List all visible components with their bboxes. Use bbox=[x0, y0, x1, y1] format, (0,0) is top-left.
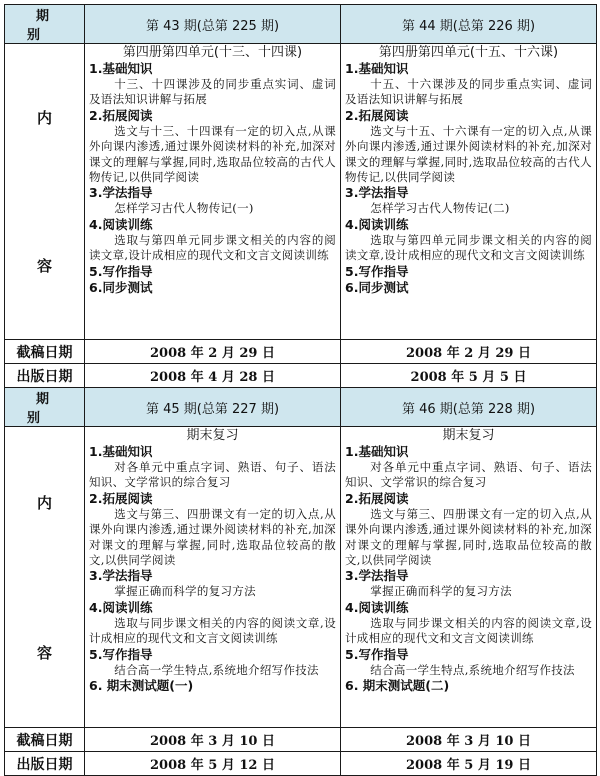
content-label-cell bbox=[5, 44, 85, 340]
publish-date: 2008 年 4 月 28 日 bbox=[85, 364, 341, 388]
section-heading: 5.写作指导 bbox=[89, 646, 153, 662]
deadline-date: 2008 年 2 月 29 日 bbox=[85, 340, 341, 364]
deadline-row bbox=[5, 728, 597, 752]
section-text: 选取与同步课文相关的内容的阅读文章,设计成相应的现代文和文言文阅读训练 bbox=[345, 615, 592, 646]
section-text: 怎样学习古代人物传记(二) bbox=[370, 201, 510, 216]
section-heading: 3.学法指导 bbox=[345, 568, 409, 584]
content-label-cell bbox=[5, 427, 85, 728]
content-title: 第四册第四单元(十三、十四课) bbox=[122, 45, 303, 60]
section-text: 对各单元中重点字词、熟语、句子、语法知识、文学常识的综合复习 bbox=[89, 460, 336, 490]
issue-header: 第 43 期(总第 225 期) bbox=[85, 5, 341, 44]
deadline-date: 2008 年 3 月 10 日 bbox=[85, 728, 341, 752]
deadline-date: 2008 年 3 月 10 日 bbox=[341, 728, 597, 752]
section-heading: 3.学法指导 bbox=[345, 185, 409, 201]
period-label-cell bbox=[5, 5, 85, 44]
issue-schedule-table bbox=[4, 4, 597, 776]
section-heading: 4.阅读训练 bbox=[89, 599, 153, 615]
section-text: 十五、十六课涉及的同步重点实词、虚词及语法知识讲解与拓展 bbox=[345, 77, 592, 107]
section-heading: 4.阅读训练 bbox=[89, 216, 153, 232]
issue-header: 第 46 期(总第 228 期) bbox=[341, 388, 597, 427]
content-title: 第四册第四单元(十五、十六课) bbox=[378, 45, 559, 60]
deadline-label: 截稿日期 bbox=[5, 340, 85, 364]
content-label-bottom: 容 bbox=[36, 256, 52, 275]
section-text: 十三、十四课涉及的同步重点实词、虚词及语法知识讲解与拓展 bbox=[89, 77, 336, 107]
section-heading: 3.学法指导 bbox=[89, 568, 153, 584]
publish-row bbox=[5, 364, 597, 388]
section-heading: 1.基础知识 bbox=[89, 444, 153, 459]
section-text: 对各单元中重点字词、熟语、句子、语法知识、文学常识的综合复习 bbox=[345, 460, 592, 490]
section-text: 选取与第四单元同步课文相关的内容的阅读文章,设计成相应的现代文和文言文阅读训练 bbox=[345, 232, 592, 263]
section-heading: 1.基础知识 bbox=[345, 61, 409, 76]
content-title: 期末复习 bbox=[186, 428, 239, 443]
section-text: 选文与第三、四册课文有一定的切入点,从课外向课内渗透,通过课外阅读材料的补充,加深对课文的理解与掌握,同时,选取品位较高的散文,以供同学阅读 bbox=[89, 506, 336, 568]
section-text: 选文与第三、四册课文有一定的切入点,从课外向课内渗透,通过课外阅读材料的补充,加深对课文的理解与掌握,同时,选取品位较高的散文,以供同学阅读 bbox=[345, 506, 592, 568]
section-text: 选取与第四单元同步课文相关的内容的阅读文章,设计成相应的现代文和文言文阅读训练 bbox=[89, 232, 336, 263]
section-heading: 4.阅读训练 bbox=[345, 599, 409, 615]
section-heading: 1.基础知识 bbox=[345, 444, 409, 459]
section-heading: 6.同步测试 bbox=[89, 279, 153, 295]
deadline-row bbox=[5, 340, 597, 364]
content-label-top: 内 bbox=[36, 109, 52, 128]
deadline-date: 2008 年 2 月 29 日 bbox=[341, 340, 597, 364]
section-text: 选文与十三、十四课有一定的切入点,从课外向课内渗透,通过课外阅读材料的补充,加深对课文的理解与掌握,同时,选取品位较高的古代人物传记,以供同学阅读 bbox=[89, 123, 336, 185]
period-row bbox=[5, 5, 597, 44]
publish-date: 2008 年 5 月 12 日 bbox=[85, 752, 341, 776]
section-text: 怎样学习古代人物传记(一) bbox=[114, 201, 254, 216]
publish-date: 2008 年 5 月 5 日 bbox=[341, 364, 597, 388]
section-heading: 5.写作指导 bbox=[345, 646, 409, 662]
content-label-bottom: 容 bbox=[36, 643, 52, 662]
section-heading: 2.拓展阅读 bbox=[89, 107, 153, 123]
section-text: 结合高一学生特点,系统地介绍写作技法 bbox=[370, 662, 575, 677]
period-label: 期 别 bbox=[26, 9, 71, 43]
publish-label: 出版日期 bbox=[5, 752, 85, 776]
publish-row bbox=[5, 752, 597, 776]
issue-content bbox=[341, 427, 597, 728]
deadline-label: 截稿日期 bbox=[5, 728, 85, 752]
section-text: 选取与同步课文相关的内容的阅读文章,设计成相应的现代文和文言文阅读训练 bbox=[89, 615, 336, 646]
section-heading: 6. 期末测试题(二) bbox=[345, 678, 450, 694]
section-heading: 3.学法指导 bbox=[89, 185, 153, 201]
section-heading: 2.拓展阅读 bbox=[345, 107, 409, 123]
issue-content bbox=[85, 44, 341, 340]
section-text: 掌握正确而科学的复习方法 bbox=[114, 584, 256, 599]
section-text: 掌握正确而科学的复习方法 bbox=[370, 584, 512, 599]
period-label-cell bbox=[5, 388, 85, 427]
publish-label: 出版日期 bbox=[5, 364, 85, 388]
section-heading: 6.同步测试 bbox=[345, 279, 409, 295]
issue-header: 第 44 期(总第 226 期) bbox=[341, 5, 597, 44]
issue-header: 第 45 期(总第 227 期) bbox=[85, 388, 341, 427]
period-row bbox=[5, 388, 597, 427]
section-heading: 5.写作指导 bbox=[345, 263, 409, 279]
issue-content bbox=[85, 427, 341, 728]
content-label-top: 内 bbox=[36, 493, 52, 512]
content-title: 期末复习 bbox=[442, 428, 495, 443]
issue-content bbox=[341, 44, 597, 340]
section-heading: 2.拓展阅读 bbox=[345, 490, 409, 506]
section-text: 选文与十五、十六课有一定的切入点,从课外向课内渗透,通过课外阅读材料的补充,加深对课文的理解与掌握,同时,选取品位较高的古代人物传记,以供同学阅读 bbox=[345, 123, 592, 185]
period-label: 期 别 bbox=[26, 392, 71, 426]
section-heading: 2.拓展阅读 bbox=[89, 490, 153, 506]
section-heading: 6. 期末测试题(一) bbox=[89, 678, 194, 694]
section-heading: 1.基础知识 bbox=[89, 61, 153, 76]
section-text: 结合高一学生特点,系统地介绍写作技法 bbox=[114, 662, 319, 677]
section-heading: 4.阅读训练 bbox=[345, 216, 409, 232]
publish-date: 2008 年 5 月 19 日 bbox=[341, 752, 597, 776]
content-row bbox=[5, 44, 597, 340]
section-heading: 5.写作指导 bbox=[89, 263, 153, 279]
content-row bbox=[5, 427, 597, 728]
